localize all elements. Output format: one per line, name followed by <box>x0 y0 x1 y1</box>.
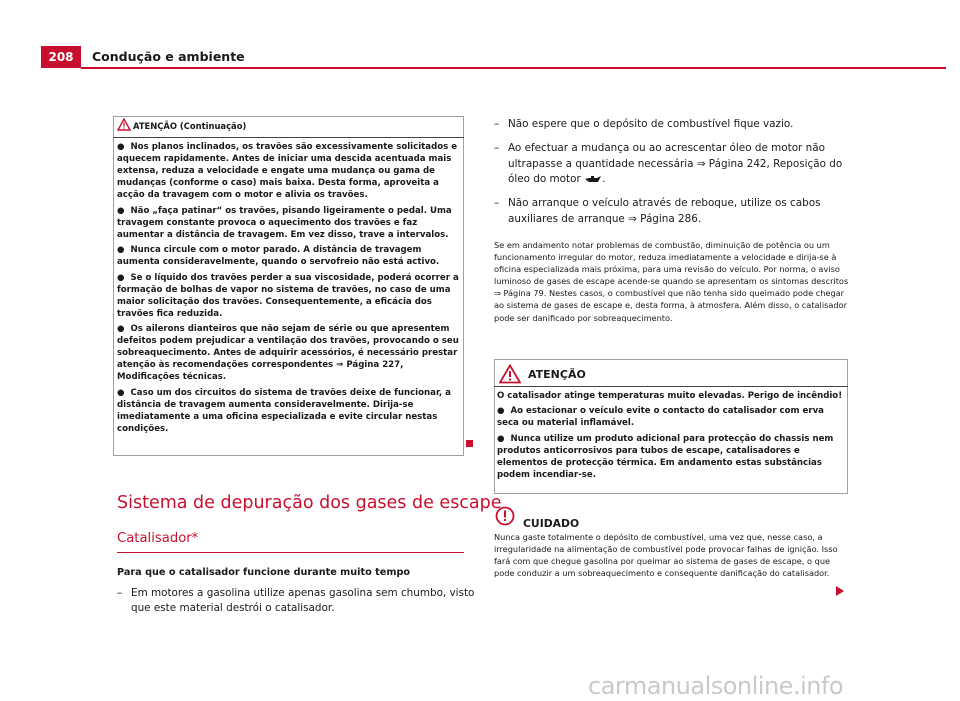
bullet-mark: ● <box>117 142 125 152</box>
attention-bullet: ● Ao estacionar o veículo evite o contacto do catalisador com erva seca ou material inflamável. <box>497 406 824 429</box>
caution-body: Nunca gaste totalmente o depósito de combustível, uma vez que, nesse caso, a irregularidade na alimentação de combustível pode provocar falhas de ignição. Isso fará com que chegue gasolina por queimar ao sistema de gases de escape, o que pode conduzir a um sobreaquecimento e consequente danificação do catalisador. <box>494 532 838 579</box>
dash-marker: – <box>494 118 500 130</box>
subtitle-divider <box>117 552 464 553</box>
page-number: 208 <box>41 46 81 68</box>
bullet-mark: ● <box>117 272 125 283</box>
end-of-section-marker <box>466 440 473 447</box>
warning-bullet: ● Nos planos inclinados, os travões são excessivamente solicitados e aquecem rapidamente. Antes de iniciar uma descida acentuada mais extensa, reduza a velocidade e engate uma mudança ou gama de mudanças (conforme o caso) mais baixa. Desta forma, aproveita a acção da travagem com o motor e alivia os travões. <box>117 142 458 201</box>
list-item-text: Não espere que o depósito de combustível fique vazio. <box>508 118 794 130</box>
section-title: Sistema de depuração dos gases de escape <box>117 493 502 513</box>
warning-triangle-icon <box>499 364 521 384</box>
paragraph-heading: Para que o catalisador funcione durante muito tempo <box>117 567 411 578</box>
bullet-mark: ● <box>117 387 125 398</box>
dash-marker: – <box>494 197 500 209</box>
warning-bullet: ● Nunca circule com o motor parado. A distância de travagem aumenta consideravelmente, quando o servofreio não está activo. <box>117 245 440 268</box>
attention-heading-divider <box>494 386 848 387</box>
bullet-mark: ● <box>497 406 505 417</box>
body-paragraph: Se em andamento notar problemas de combustão, diminuição de potência ou um funcionamento irregular do motor, reduza imediatamente a velocidade e dirija-se à oficina especializada mais próxima, para uma revisão do veículo. Por norma, o aviso luminoso de gases de escape acende-se quando se apresentam os sintomas descritos ⇒ Página 79. Nestes casos, o combustível que não tenha sido queimado pode chegar ao sistema de gases de escape e, desta forma, à atmosfera. Além disso, o catalisador pode ser danificado por sobreaquecimento. <box>494 240 849 323</box>
warning-body <box>117 141 460 438</box>
list-item <box>494 196 854 227</box>
caution-title: CUIDADO <box>523 517 580 530</box>
list-item-text: Ao efectuar a mudança ou ao acrescentar óleo de motor não ultrapasse a quantidade necessária ⇒ Página 242, Reposição do óleo do motor <box>508 142 843 185</box>
warning-triangle-icon <box>117 118 131 131</box>
attention-title: ATENÇÃO <box>528 368 586 381</box>
warning-heading-text: ATENÇÃO (Continuação) <box>133 121 247 131</box>
oil-can-icon <box>584 175 602 184</box>
list-item-text: Em motores a gasolina utilize apenas gasolina sem chumbo, visto que este material destrói o catalisador. <box>131 587 475 614</box>
dash-marker: – <box>117 587 123 599</box>
warning-heading <box>113 118 464 138</box>
section-subtitle: Catalisador* <box>117 531 199 546</box>
warning-bullet: ● Caso um dos circuitos do sistema de travões deixe de funcionar, a distância de travagem aumenta consideravelmente. Dirija-se imediatamente a uma oficina especializada e evite circular nestas condições. <box>117 387 451 434</box>
continue-arrow-icon <box>836 586 844 596</box>
list-item-text: Não arranque o veículo através de reboque, utilize os cabos auxiliares de arranque ⇒ Página 286. <box>508 197 821 225</box>
list-item <box>117 586 478 616</box>
bullet-mark: ● <box>117 245 125 256</box>
watermark: carmanualsonline.info <box>588 672 844 700</box>
list-item <box>494 117 854 133</box>
warning-bullet: ● Os ailerons dianteiros que não sejam de série ou que apresentem defeitos podem prejudicar a ventilação dos travões, provocando o seu sobreaquecimento. Antes de adquirir acessórios, é necessário prestar atenção às recomendações correspondentes ⇒ Página 227, Modificações técnicas. <box>117 324 459 383</box>
attention-lead: O catalisador atinge temperaturas muito elevadas. Perigo de incêndio! <box>497 391 843 401</box>
header-divider <box>81 67 946 69</box>
warning-bullet: ● Não „faça patinar“ os travões, pisando ligeiramente o pedal. Uma travagem constante provoca o aquecimento dos travões e faz aumentar a distância de travagem. Em vez disso, trave a intervalos. <box>117 205 452 240</box>
attention-bullet: ● Nunca utilize um produto adicional para protecção do chassis nem produtos anticorrosivos para tubos de escape, catalisadores e elementos de protecção térmica. Em andamento estas substâncias podem incendiar-se. <box>497 433 834 480</box>
warning-heading-divider <box>113 137 464 138</box>
bullet-mark: ● <box>117 324 125 335</box>
chapter-title: Condução e ambiente <box>92 49 245 64</box>
list-item: – Ao efectuar a mudança ou ao acrescentar óleo de motor não ultrapasse a quantidade necessária ⇒ Página 242, Reposição do óleo do motor . <box>494 142 843 185</box>
warning-bullet: ● Se o líquido dos travões perder a sua viscosidade, poderá ocorrer a formação de bolhas de vapor no sistema de travões, no caso de uma maior solicitação dos travões. Consequentemente, a eficácia dos travões fica reduzida. <box>117 272 459 319</box>
bullet-mark: ● <box>117 205 125 216</box>
caution-exclamation-icon <box>495 506 515 526</box>
dash-marker: – <box>494 142 500 154</box>
instruction-list <box>494 117 854 236</box>
attention-body <box>497 390 843 484</box>
bullet-mark: ● <box>497 433 505 444</box>
